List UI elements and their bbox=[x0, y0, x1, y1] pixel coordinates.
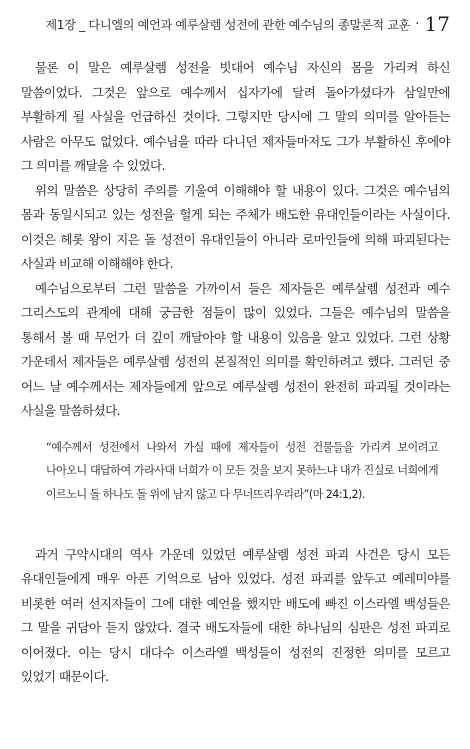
paragraph-4: 과거 구약시대의 역사 가운데 있었던 예루살렘 성전 파괴 사건은 당시 모든 유대인들에게 매우 아픈 기억으로 남아 있었다. 성전 파괴를 앞두고 예레미야를 비롯한 여러 선지자들이 그에 대한 예언을 했지만 배도에 빠진 이스라엘 백성들은 그 말을 귀담아 듣지 않았다. 결국 배도자들에 대한 하나님의 심판은 성전 파괴로 이어졌다. 이는 당시 대다수 이스라엘 백성들이 성전의 진정한 의미를 모르고 있었기 때문이다. bbox=[21, 546, 450, 685]
paragraph-2: 위의 말씀은 상당히 주의를 기울여 이해해야 할 내용이 있다. 그것은 예수님의 몸과 동일시되고 있는 성전을 헐게 되는 주체가 배도한 유대인들이라는 사실이다. 이것은 헤롯 왕이 지은 돌 성전이 유대인들이 아니라 로마인들에 의해 파괴된다는 사실과 비교해 이해해야 한다. bbox=[21, 182, 450, 271]
page-number: 17 bbox=[424, 12, 450, 36]
chapter-title: 제1장 _ 다니엘의 예언과 예루살렘 성전에 관한 예수님의 종말론적 교훈 bbox=[45, 17, 411, 32]
scripture-quote: “예수께서 성전에서 나와서 가실 때에 제자들이 성전 건물들을 가리켜 보이려고 나아오니 대답하여 가라사대 너희가 이 모든 것을 보지 못하느냐 내가 진실로 너희에게 이르노니 돌 하나도 돌 위에 남지 않고 다 무너뜨리우리라”(마 24:1,2). bbox=[46, 440, 438, 502]
header-separator: · bbox=[415, 16, 420, 32]
paragraph-1: 물론 이 말은 예루살렘 성전을 빗대어 예수님 자신의 몸을 가리켜 하신 말씀이었다. 그것은 앞으로 예수께서 십자가에 달려 돌아가셨다가 삼일만에 부활하게 될 사실을 언급하신 것이다. 그렇지만 당시에 그 말의 의미를 알아듣는 사람은 아무도 없었다. 예수님을 따라 다니던 제자들마저도 그가 부활하신 후에야 그 의미를 깨달을 수 있었다. bbox=[21, 60, 450, 173]
running-header bbox=[21, 9, 450, 39]
body-text bbox=[21, 56, 450, 690]
paragraph-3: 예수님으로부터 그런 말씀을 가까이서 들은 제자들은 예루살렘 성전과 예수 그리스도의 관계에 대해 궁금한 점들이 많이 있었다. 그들은 예수님의 말씀을 통해서 볼 때 무언가 더 깊이 깨달아야 할 내용이 있음을 알고 있었다. 그런 상황 가운데서 제자들은 예루살렘 성전의 본질적인 의미를 확인하려고 했다. 그러던 중 어느 날 예수께서는 제자들에게 앞으로 예루살렘 성전이 완전히 파괴될 것이라는 사실을 말씀하셨다. bbox=[21, 280, 450, 418]
